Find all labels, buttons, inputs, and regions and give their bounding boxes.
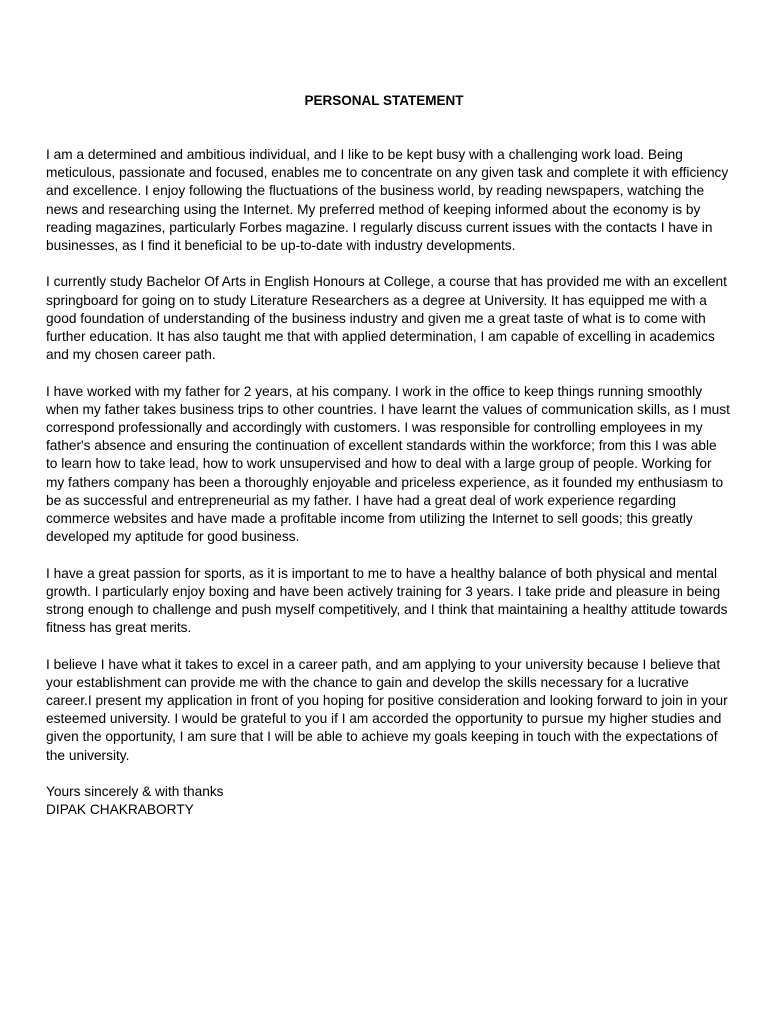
closing-block — [46, 783, 730, 819]
paragraph-conclusion: I believe I have what it takes to excel in a career path, and am applying to your university because I believe that your establishment can provide me with the chance to gain and develop the skills necessary for a lucrative career.I present my application in front of you hoping for positive consideration and looking forward to join in your esteemed university. I would be grateful to you if I am accorded the opportunity to pursue my higher studies and given the opportunity, I am sure that I will be able to achieve my goals keeping in touch with the expectations of the university. — [46, 656, 728, 763]
signature-name: DIPAK CHAKRABORTY — [46, 802, 194, 818]
paragraph-sports: I have a great passion for sports, as it is important to me to have a healthy balance of both physical and mental growth. I particularly enjoy boxing and have been actively training for 3 years. I take pride and pleasure in being strong enough to challenge and push myself competitively, and I think that maintaining a healthy attitude towards fitness has great merits. — [46, 565, 728, 636]
page-title: PERSONAL STATEMENT — [304, 93, 464, 108]
document-body — [46, 146, 730, 819]
closing-salutation: Yours sincerely & with thanks — [46, 784, 224, 800]
paragraph-work-experience: I have worked with my father for 2 years, at his company. I work in the office to keep things running smoothly when my father takes business trips to other countries. I have learnt the values of communication skills, as I must correspond professionally and accordingly with customers. I was responsible for controlling employees in my father's absence and ensuring the continuation of excellent standards within the workforce; from this I was able to learn how to take lead, how to work unsupervised and how to deal with a large group of people. Working for my fathers company has been a thoroughly enjoyable and priceless experience, as it founded my enthusiasm to be as successful and entrepreneurial as my father. I have had a great deal of work experience regarding commerce websites and have made a profitable income from utilizing the Internet to sell goods; this greatly developed my aptitude for good business. — [46, 383, 730, 545]
paragraph-intro: I am a determined and ambitious individual, and I like to be kept busy with a challenging work load. Being meticulous, passionate and focused, enables me to concentrate on any given task and complete it with efficiency and excellence. I enjoy following the fluctuations of the business world, by reading newspapers, watching the news and researching using the Internet. My preferred method of keeping informed about the economy is by reading magazines, particularly Forbes magazine. I regularly discuss current issues with the contacts I have in businesses, as I find it beneficial to be up-to-date with industry developments. — [46, 147, 729, 254]
paragraph-education: I currently study Bachelor Of Arts in English Honours at College, a course that has provided me with an excellent springboard for going on to study Literature Researchers as a degree at University. It has equipped me with a good foundation of understanding of the business industry and given me a great taste of what is to come with further education. It has also taught me that with applied determination, I am capable of excelling in academics and my chosen career path. — [46, 274, 727, 363]
